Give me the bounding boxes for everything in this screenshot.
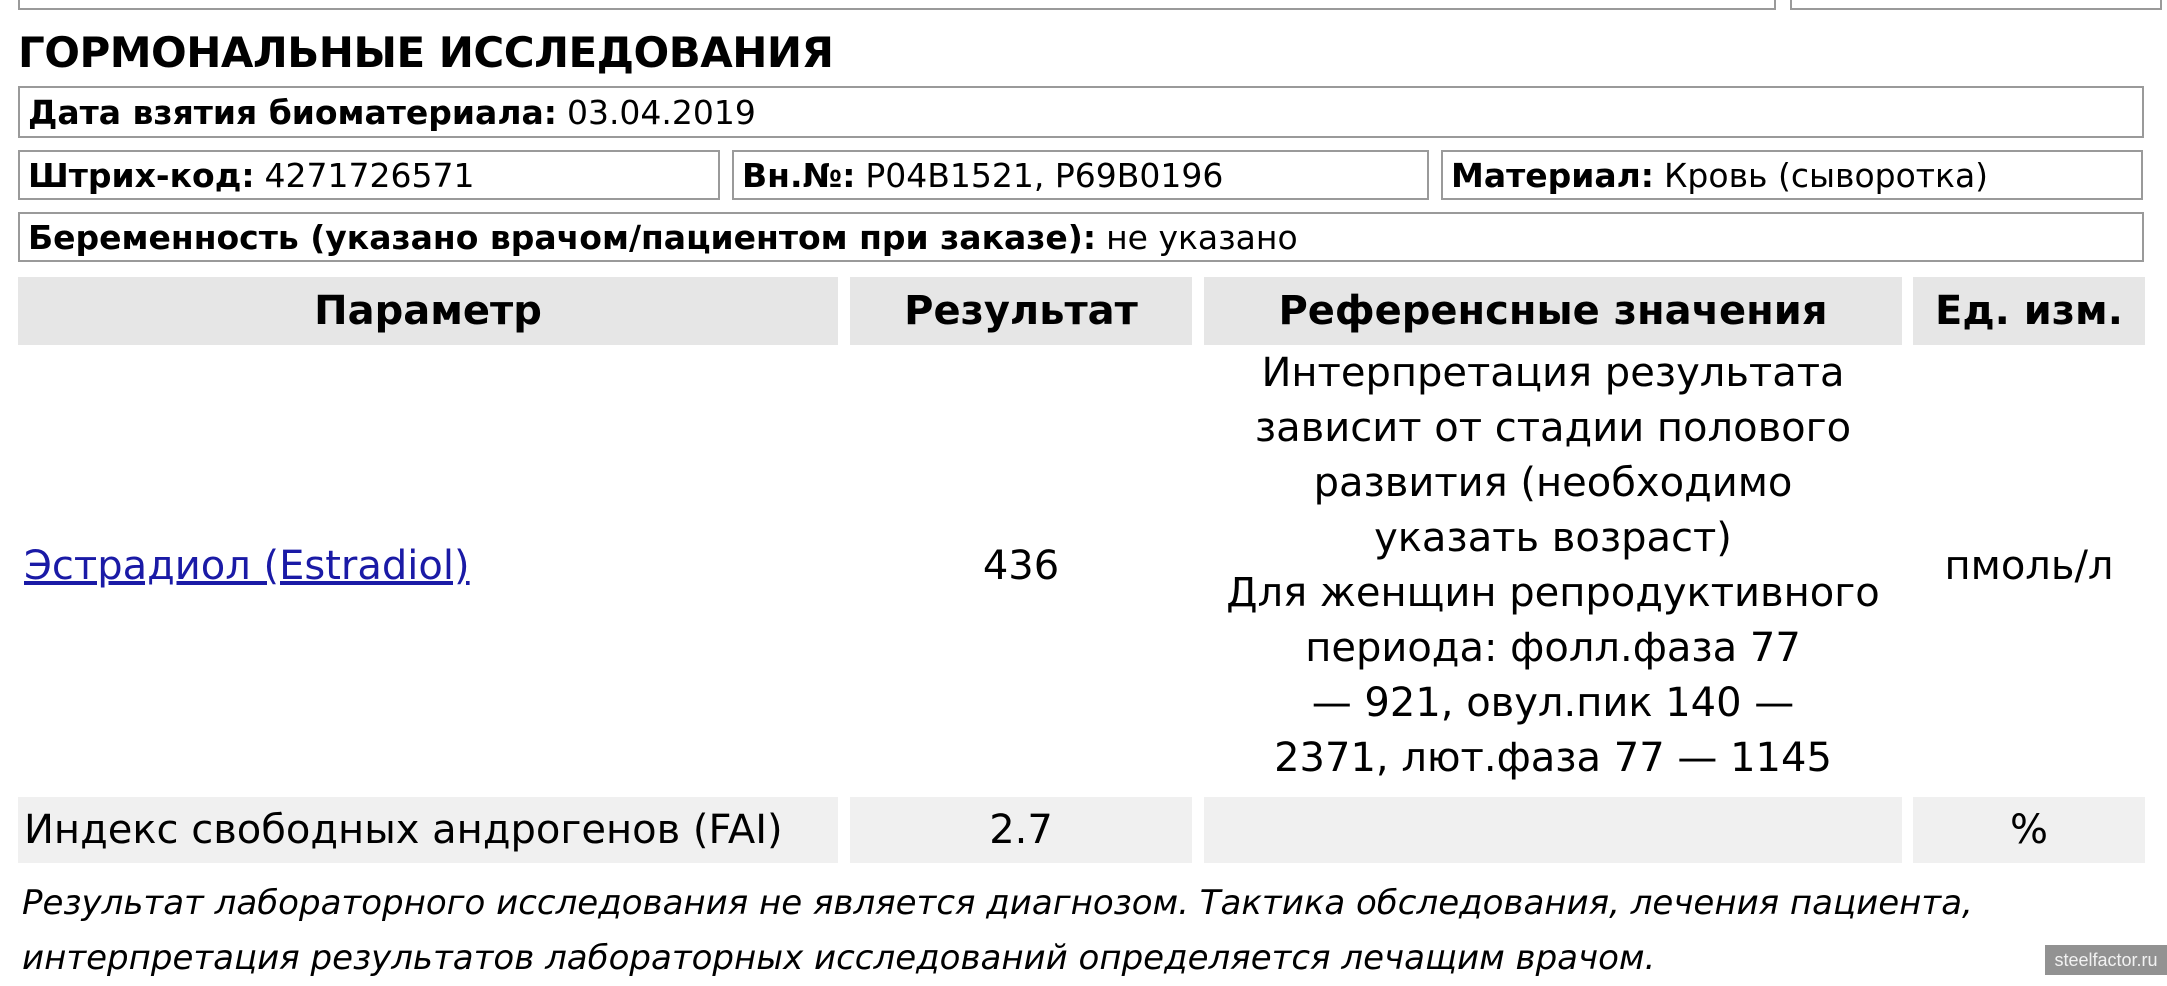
- material-value: Кровь (сыворотка): [1664, 155, 1989, 195]
- disclaimer-footnote: Результат лабораторного исследования не является диагнозом. Тактика обследования, лечения пациента, интерпретация результатов лабораторных исследований определяется лечащим врачом.: [22, 883, 1973, 978]
- pregnancy-label: Беременность (указано врачом/пациентом при заказе):: [28, 217, 1097, 257]
- internal-number-value: P04B1521, P69B0196: [865, 155, 1224, 195]
- reference-cell: [1204, 797, 1902, 863]
- sample-date-box: [18, 86, 2144, 138]
- unit-cell: пмоль/л: [1944, 543, 2114, 589]
- sample-date-label: Дата взятия биоматериала:: [28, 92, 557, 132]
- column-header-parameter: Параметр: [18, 277, 838, 345]
- column-header-reference: Референсные значения: [1204, 277, 1902, 345]
- result-cell: 436: [982, 543, 1060, 589]
- barcode-label: Штрих-код:: [28, 155, 255, 195]
- reference-cell: [1204, 346, 1902, 786]
- reference-line: зависит от стадии полового: [1254, 405, 1852, 451]
- reference-line: Для женщин репродуктивного: [1226, 570, 1880, 616]
- parameter-cell: [18, 346, 838, 786]
- reference-line: 2371, лют.фаза 77 — 1145: [1274, 735, 1832, 781]
- internal-number-box: [732, 150, 1429, 200]
- section-title: ГОРМОНАЛЬНЫЕ ИССЛЕДОВАНИЯ: [18, 28, 834, 77]
- column-header-result: Результат: [850, 277, 1192, 345]
- reference-line: развития (необходимо: [1313, 460, 1793, 506]
- material-label: Материал:: [1451, 155, 1654, 195]
- result-cell: 2.7: [850, 797, 1192, 863]
- previous-section-box: [18, 0, 1776, 10]
- pregnancy-box: [18, 212, 2144, 262]
- material-box: [1441, 150, 2143, 200]
- sample-date-value: 03.04.2019: [566, 92, 756, 132]
- previous-section-box-right: [1790, 0, 2162, 10]
- internal-number-label: Вн.№:: [742, 155, 856, 195]
- estradiol-link[interactable]: Эстрадиол (Estradiol): [24, 543, 470, 589]
- watermark-label: steelfactor.ru: [2045, 945, 2167, 975]
- barcode-value: 4271726571: [264, 155, 475, 195]
- barcode-box: [18, 150, 720, 200]
- reference-line: — 921, овул.пик 140 —: [1311, 680, 1795, 726]
- column-header-unit: Ед. изм.: [1913, 277, 2145, 345]
- unit-cell: %: [1913, 797, 2145, 863]
- parameter-cell: Индекс свободных андрогенов (FAI): [18, 797, 838, 863]
- reference-line: Интерпретация результата: [1261, 350, 1845, 396]
- reference-line: указать возраст): [1374, 515, 1732, 561]
- pregnancy-value: не указано: [1106, 217, 1298, 257]
- reference-line: периода: фолл.фаза 77: [1305, 625, 1801, 671]
